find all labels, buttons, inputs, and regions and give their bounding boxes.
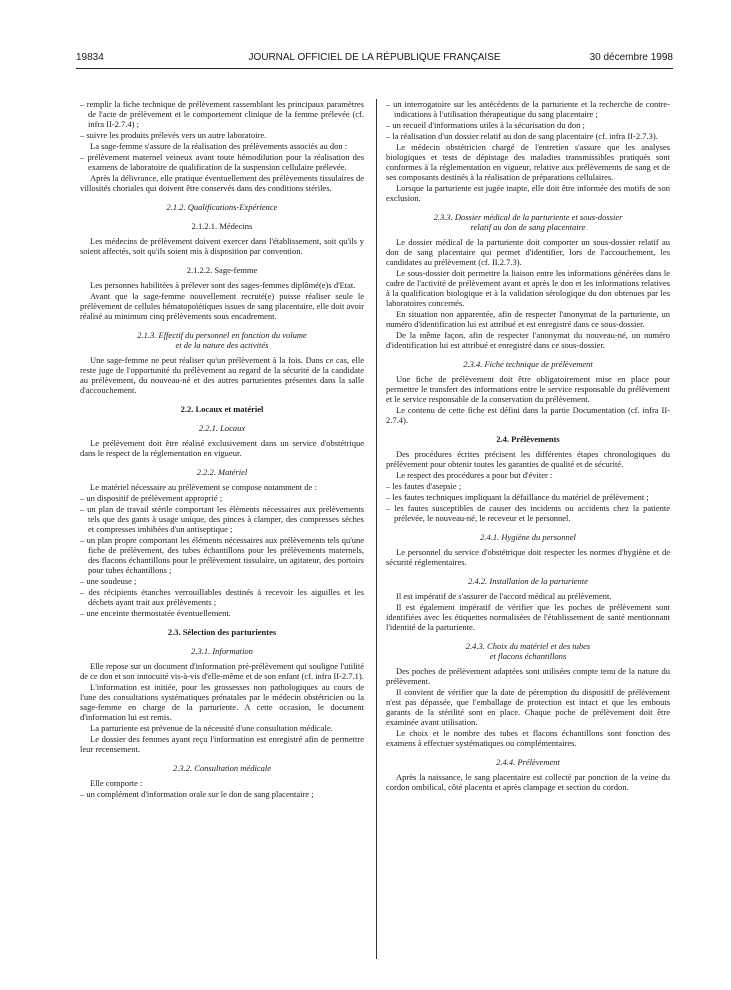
paragraph: Une fiche de prélèvement doit être obligatoirement mise en place pour permettre le transfert des informations entre le service responsable du prélèvement et le service responsable de la conservation du prélèvement. xyxy=(386,374,670,404)
paragraph: Des poches de prélèvement adaptées sont utilisées compte tenu de la nature du prélèvement. xyxy=(386,666,670,686)
paragraph: Il est également impératif de vérifier que les poches de prélèvement sont identifiées avec les étiquettes normalisées de l'établissement de santé mentionnant l'identité de la parturiente. xyxy=(386,602,670,632)
section-heading: 2.3.3. Dossier médical de la parturiente et sous-dossier xyxy=(433,212,623,222)
section-heading: 2.2. Locaux et matériel xyxy=(180,404,264,414)
section-heading: relatif au don de sang placentaire xyxy=(470,222,586,232)
paragraph: Après la délivrance, elle pratique éventuellement des prélèvements tissulaires de villosités choriales qui doivent être conservés dans des conditions stériles. xyxy=(80,173,364,193)
paragraph: Le contenu de cette fiche est défini dans la partie Documentation (cf. infra II-2.7.4). xyxy=(386,405,670,425)
paragraph: Le choix et le nombre des tubes et flacons échantillons sont fonction des examens à effectuer systématiques ou complémentaires. xyxy=(386,728,670,748)
list-item: – un dispositif de prélèvement approprié ; xyxy=(80,493,223,503)
paragraph: Les médecins de prélèvement doivent exercer dans l'établissement, soit qu'ils y soient affectés, soit qu'ils soient mis à disposition par convention. xyxy=(80,236,364,256)
paragraph: Le sous-dossier doit permettre la liaison entre les informations générées dans le cadre de l'activité de prélèvement avant et après le don et les informations relatives à la qualification biologique et à la validation sérologique du don obtenues par les laboratoires concernés. xyxy=(386,268,670,308)
paragraph: La sage-femme s'assure de la réalisation des prélèvements associés au don : xyxy=(90,141,348,151)
left-column xyxy=(80,99,364,800)
paragraph: L'information est initiée, pour les grossesses non pathologiques au cours de l'une des consultations systématiques prénatales par le médecin obstétricien ou la sage-femme en charge de la parturiente. A cette occasion, le document d'information lui est remis. xyxy=(80,682,364,722)
section-heading: 2.1.2.1. Médecins xyxy=(191,221,253,231)
right-column xyxy=(386,99,670,793)
section-heading: 2.1.2. Qualifications-Expérience xyxy=(166,202,278,212)
section-heading: 2.3.1. Information xyxy=(191,646,253,656)
list-item: – les fautes susceptibles de causer des incidents ou accidents chez la patiente prélevée, le nouveau-né, le receveur et le personnel. xyxy=(386,503,670,523)
list-item: – la réalisation d'un dossier relatif au don de sang placentaire (cf. infra II-2.7.3). xyxy=(386,131,658,141)
list-item: – un plan propre comportant les éléments nécessaires aux prélèvements tels qu'une fiche de prélèvement, des tubes échantillons pour les prélèvements maternels, des flacons échantillons pour le prélèvement tissulaire, un agitateur, des portoirs pour tubes échantillons ; xyxy=(80,535,364,575)
section-heading: 2.4.1. Hygiène du personnel xyxy=(480,532,576,542)
paragraph: Avant que la sage-femme nouvellement recruté(e) puisse réaliser seule le prélèvement de cellules hématopoïétiques issues de sang placentaire, elle doit avoir réalisé au minimum cinq prélèvements sous encadrement. xyxy=(80,291,364,321)
section-heading: 2.4.2. Installation de la parturiente xyxy=(468,576,588,586)
paragraph: La parturiente est prévenue de la nécessité d'une consultation médicale. xyxy=(90,723,333,733)
paragraph: Le dossier des femmes ayant reçu l'information est enregistré afin de permettre leur recensement. xyxy=(80,734,364,754)
paragraph: Il convient de vérifier que la date de péremption du dispositif de prélèvement n'est pas dépassée, que l'emballage de protection est intact et que les embouts garants de la stérilité sont en place. Chaque poche de prélèvement doit être examinée avant utilisation. xyxy=(386,687,670,727)
paragraph: Elle comporte : xyxy=(90,778,143,788)
list-item: – une enceinte thermostatée éventuellement. xyxy=(80,608,231,618)
section-heading: 2.2.1. Locaux xyxy=(198,423,246,433)
list-item: – un recueil d'informations utiles à la sécurisation du don ; xyxy=(386,120,585,130)
header-rule xyxy=(76,68,673,69)
issue-date: 30 décembre 1998 xyxy=(589,52,673,63)
paragraph: Le respect des procédures a pour but d'éviter : xyxy=(396,470,553,480)
list-item: – un plan de travail stérile comportant les éléments nécessaires aux prélèvements tels que des gants à usage unique, des pinces à clamper, des compresses sèches et compresses imbibées d'un antiseptique ; xyxy=(80,504,364,534)
page-header xyxy=(76,49,673,69)
section-heading: 2.1.2.2. Sage-femme xyxy=(186,265,258,275)
page-number: 19834 xyxy=(76,52,104,63)
paragraph: Des procédures écrites précisent les différentes étapes chronologiques du prélèvement pour obtenir toutes les garanties de qualité et de sécurité. xyxy=(386,449,670,469)
section-heading: et flacons échantillons xyxy=(489,651,567,661)
section-heading: 2.4. Prélèvements xyxy=(496,434,560,444)
list-item: – les fautes techniques impliquant la défaillance du matériel de prélèvement ; xyxy=(386,492,649,502)
paragraph: En situation non apparentée, afin de respecter l'anonymat de la parturiente, un numéro d'identification lui est attribué et est enregistré dans ce sous-dossier. xyxy=(386,309,670,329)
list-item: – remplir la fiche technique de prélèvement rassemblant les principaux paramètres de l'acte de prélèvement et le comportement clinique de la femme prélevée (cf. infra II-2.7.4) ; xyxy=(80,99,364,129)
paragraph: Lorsque la parturiente est jugée inapte, elle doit être informée des motifs de son exclusion. xyxy=(386,183,670,203)
list-item: – prélèvement maternel veineux avant toute hémodilution pour la réalisation des examens de laboratoire de qualification de la suspension cellulaire prélevée. xyxy=(80,152,364,172)
section-heading: 2.3.4. Fiche technique de prélèvement xyxy=(463,359,593,369)
paragraph: Après la naissance, le sang placentaire est collecté par ponction de la veine du cordon ombilical, côté placenta et après clampage et section du cordon. xyxy=(386,772,670,792)
list-item: – un interrogatoire sur les antécédents de la parturiente et la recherche de contre-indications à l'utilisation thérapeutique du sang placentaire ; xyxy=(386,99,670,119)
paragraph: De la même façon, afin de respecter l'anonymat du nouveau-né, un numéro d'identification lui est attribué et enregistré dans ce sous-dossier. xyxy=(386,330,670,350)
paragraph: Le dossier médical de la parturiente doit comporter un sous-dossier relatif au don de sang placentaire qui permet d'identifier, lors de l'accouchement, les candidates au prélèvement (cf. II.2.7.3). xyxy=(386,237,670,267)
paragraph: Une sage-femme ne peut réaliser qu'un prélèvement à la fois. Dans ce cas, elle reste juge de l'opportunité du prélèvement au regard de la sécurité de la candidate au prélèvement, du nouveau-né et des autres parturientes présentes dans la salle d'accouchement. xyxy=(80,355,364,395)
paragraph: Le matériel nécessaire au prélèvement se compose notamment de : xyxy=(90,482,317,492)
list-item: – une soudeuse ; xyxy=(80,576,137,586)
section-heading: 2.2.2. Matériel xyxy=(196,467,248,477)
section-heading: 2.4.4. Prélèvement xyxy=(496,757,560,767)
section-heading: 2.1.3. Effectif du personnel en fonction du volume xyxy=(137,330,307,340)
journal-title: JOURNAL OFFICIEL DE LA RÉPUBLIQUE FRANÇAISE xyxy=(248,52,501,63)
list-item: – un complément d'information orale sur le don de sang placentaire ; xyxy=(80,789,314,799)
section-heading: 2.4.3. Choix du matériel et des tubes xyxy=(465,641,591,651)
section-heading: 2.3. Sélection des parturientes xyxy=(167,627,277,637)
section-heading: et de la nature des activités xyxy=(175,340,269,350)
paragraph: Elle repose sur un document d'information pré-prélèvement qui souligne l'utilité de ce don et son innocuité vis-à-vis d'elle-même et de son enfant (cf. infra II-2.7.1). xyxy=(80,661,364,681)
column-divider xyxy=(376,99,377,959)
paragraph: Le personnel du service d'obstétrique doit respecter les normes d'hygiène et de sécurité réglementaires. xyxy=(386,547,670,567)
list-item: – des récipients étanches verrouillables destinés à recevoir les aiguilles et les déchets ayant trait aux prélèvements ; xyxy=(80,587,364,607)
paragraph: Le prélèvement doit être réalisé exclusivement dans un service d'obstétrique dans le respect de la réglementation en vigueur. xyxy=(80,438,364,458)
section-heading: 2.3.2. Consultation médicale xyxy=(173,763,271,773)
paragraph: Il est impératif de s'assurer de l'accord médical au prélèvement. xyxy=(396,591,612,601)
paragraph: Les personnes habilitées à prélever sont des sages-femmes diplômé(e)s d'Etat. xyxy=(90,280,356,290)
list-item: – les fautes d'asepsie ; xyxy=(386,481,462,491)
paragraph: Le médecin obstétricien chargé de l'entretien s'assure que les analyses biologiques et tests de dépistage des maladies transmissibles pratiqués sont conformes à la réglementation en vigueur, relative aux prélèvements de sang et de ses composants destinés à la réalisation de préparations cellulaires. xyxy=(386,142,670,182)
list-item: – suivre les produits prélevés vers un autre laboratoire. xyxy=(80,130,267,140)
